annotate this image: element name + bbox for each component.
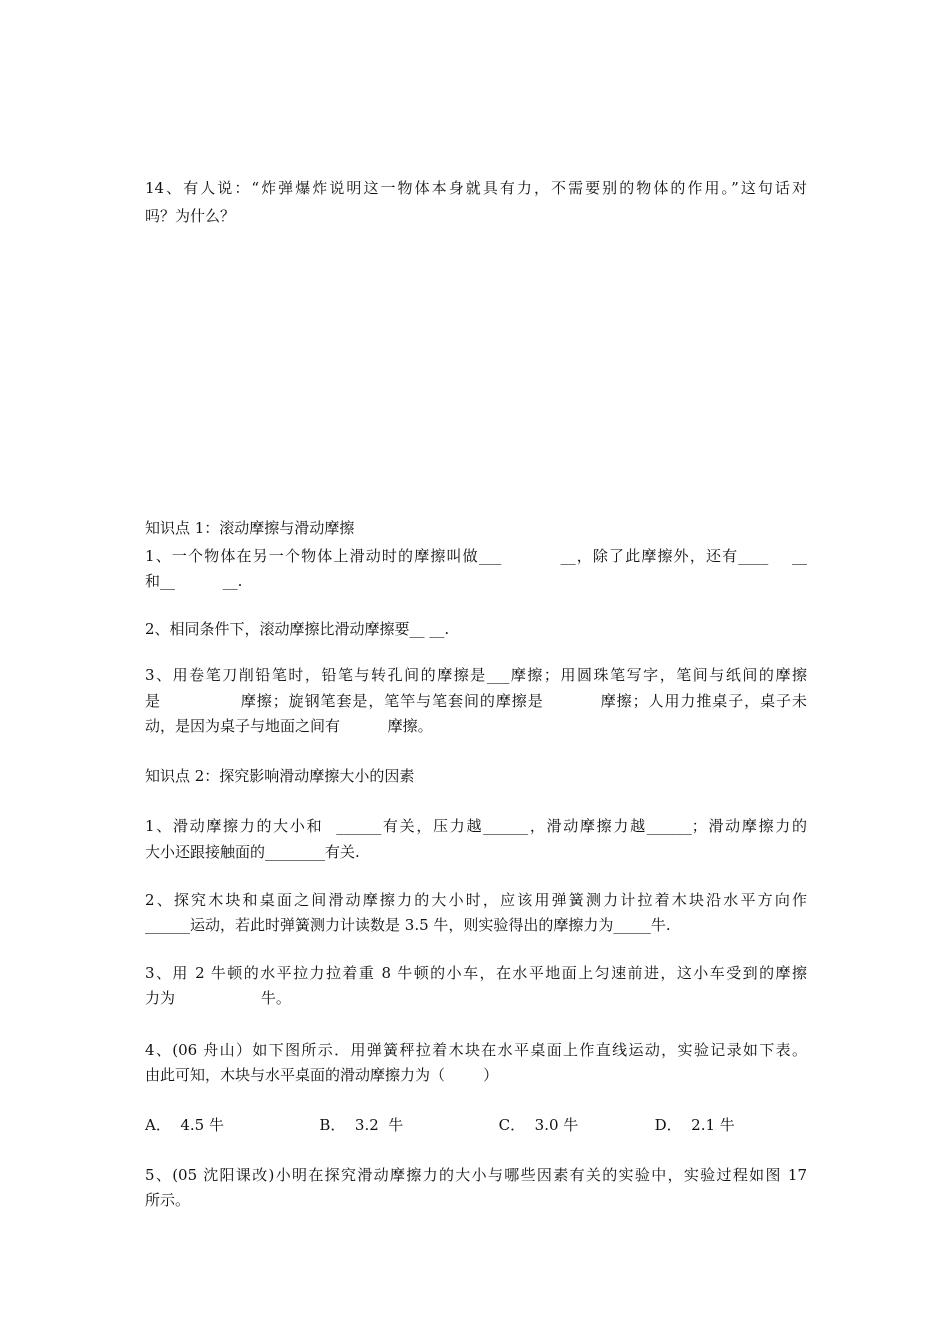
s2-q4-options: A． 4.5 牛 B． 3.2 牛 C． 3.0 牛 D． 2.1 牛 [145, 1116, 735, 1134]
s1-q3-line-2: 是 摩擦；旋钢笔套是，笔竿与笔套间的摩擦是 摩擦；人用力推桌子，桌子未 [145, 692, 807, 710]
s2-q4-line-1: 4、(06 舟山）如下图所示．用弹簧秤拉着木块在水平桌面上作直线运动，实验记录如下表。 [145, 1041, 807, 1059]
s2-q2-line-1: 2、探究木块和桌面之间滑动摩擦力的大小时，应该用弹簧测力计拉着木块沿水平方向作 [145, 891, 807, 909]
s1-q1-line-1: 1、一个物体在另一个物体上滑动时的摩擦叫做___ __，除了此摩擦外，还有____ __ [145, 547, 807, 565]
section-1-title: 知识点 1：滚动摩擦与滑动摩擦 [145, 519, 355, 537]
s1-q1-line-2: 和__ __. [145, 572, 243, 590]
s2-q3-line-1: 3、用 2 牛顿的水平拉力拉着重 8 牛顿的小车，在水平地面上匀速前进，这小车受到的摩擦 [145, 964, 807, 982]
s2-q1-line-1: 1、滑动摩擦力的大小和 ______有关，压力越______，滑动摩擦力越______；滑动摩擦力的 [145, 817, 807, 835]
s2-q5-line-1: 5、(05 沈阳课改)小明在探究滑动摩擦力的大小与哪些因素有关的实验中，实验过程如图 17 [145, 1166, 807, 1184]
s2-q4-line-2: 由此可知，木块与水平桌面的滑动摩擦力为（ ） [145, 1066, 499, 1084]
s1-q2: 2、相同条件下，滚动摩擦比滑动摩擦要__ __. [145, 620, 450, 638]
s2-q5-line-2: 所示。 [145, 1191, 191, 1209]
section-2-title: 知识点 2：探究影响滑动摩擦大小的因素 [145, 767, 415, 785]
question-14-line-2: 吗？为什么？ [145, 207, 236, 225]
s1-q3-line-3: 动，是因为桌子与地面之间有 摩擦。 [145, 717, 433, 735]
s2-q3-line-2: 力为 牛。 [145, 989, 291, 1007]
s2-q2-line-2: ______运动，若此时弹簧测力计读数是 3.5 牛，则实验得出的摩擦力为_____牛. [145, 916, 671, 934]
s2-q1-line-2: 大小还跟接触面的________有关. [145, 843, 360, 861]
question-14-line-1: 14、有人说：“炸弹爆炸说明这一物体本身就具有力，不需要别的物体的作用。”这句话对 [145, 179, 807, 197]
s1-q3-line-1: 3、用卷笔刀削铅笔时，铅笔与转孔间的摩擦是___摩擦；用圆珠笔写字，笔间与纸间的摩擦 [145, 666, 807, 684]
